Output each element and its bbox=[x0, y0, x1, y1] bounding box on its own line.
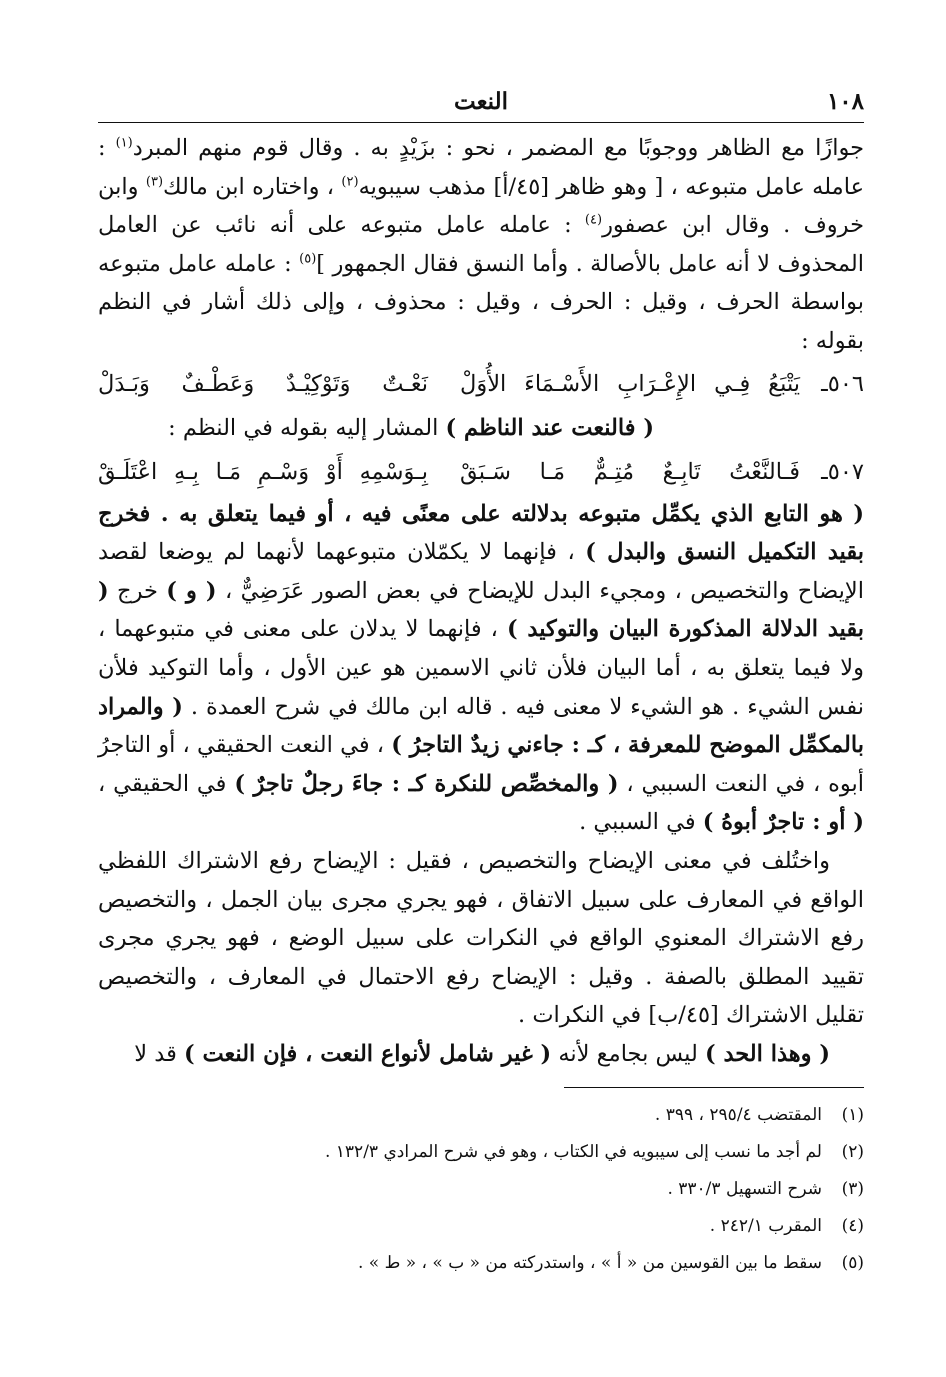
text-span: ، في النعت الحقيقي ، أو التاجرُ أبوه ، في النعت السببي ، bbox=[98, 732, 865, 797]
page-number: ١٠٨ bbox=[826, 88, 864, 115]
verse-number: ٥٠٧ـ bbox=[821, 458, 864, 485]
bold-span: ( والمراد بالمكمِّل الموضح للمعرفة ، كـ : جاءني زيدٌ التاجرُ ) bbox=[98, 693, 864, 759]
footnote-3 bbox=[98, 1170, 864, 1207]
footnote-5 bbox=[98, 1244, 864, 1281]
footnote-number: (١) bbox=[841, 1104, 864, 1125]
footnote-text: شرح التسهيل ٣٣٠/٣ . bbox=[667, 1178, 822, 1199]
bold-span: ( هو التابع الذي يكمِّل متبوعه بدلالته على معنًى فيه ، أو فيما يتعلق به . فخرج بقيد التكميل النسق والبدل ) bbox=[98, 500, 864, 566]
text-span: المشار إليه بقوله في النظم : bbox=[168, 414, 446, 441]
paragraph-3 bbox=[98, 495, 864, 842]
text-span: ، فإنهما لا يكمّلان متبوعهما لأنهما لم يوضعا لقصد الإيضاح والتخصيص ، ومجيء البدل للإيضاح في بعض الصور عَرَضِيٌّ ، bbox=[98, 539, 864, 604]
footnote-ref-5: (٥) bbox=[299, 251, 317, 267]
text-span: في السببي . bbox=[579, 809, 703, 836]
text-span: جوازًا مع الظاهر ووجوبًا مع المضمر ، نحو : بزَيْدٍ به . وقال قوم منهم المبرد bbox=[132, 135, 864, 161]
text-span: واختُلف في معنى الإيضاح والتخصيص ، فقيل : الإيضاح رفع الاشتراك اللفظي الواقع في المعارف على سبيل الاتفاق ، فهو يجري مجرى بيان الجمل ، والتخصيص رفع الاشتراك المعنوي الواقع في النكرات على سبيل الوضع ، فهو يجري مجرى تقييد المطلق بالصفة . وقيل : الإيضاح رفع الاحتمال في المعارف ، والتخصيص تقليل الاشتراك [٤٥/ب] في النكرات . bbox=[98, 847, 864, 1029]
footnote-number: (٤) bbox=[841, 1215, 864, 1236]
intro-line bbox=[98, 409, 864, 447]
text-span: ، فإنهما لا يدلان على معنى في متبوعهما ، ولا فيما يتعلق به ، أما البيان فلأن ثاني الاسمين هو عين الأول ، وأما التوكيد فلأن نفس الشيء . هو الشيء لا معنى فيه . قاله ابن مالك في شرح العمدة . bbox=[98, 616, 864, 720]
page-body bbox=[98, 129, 864, 1281]
verse-number: ٥٠٦ـ bbox=[821, 370, 864, 397]
text-span: خرج bbox=[108, 577, 167, 604]
page-header bbox=[98, 88, 864, 123]
footnote-text: المقرب ٢٤٢/١ . bbox=[709, 1215, 822, 1236]
text-span: : عامله عامل متبوعه بواسطة الحرف ، وقيل : الحرف ، وقيل : محذوف ، وإلى ذلك أشار في النظم بقوله : bbox=[98, 250, 864, 354]
text-span: ، واختاره ابن مالك bbox=[163, 173, 342, 200]
verse-second-hemistich: نَعْـتٌ وَتَوْكِيْـدٌ وَعَطْـفٌ وَبَـدَلْ bbox=[98, 370, 428, 397]
footnotes bbox=[98, 1096, 864, 1281]
bold-span: ( فالنعت عند الناظم ) bbox=[445, 414, 654, 441]
text-span: ليس بجامع لأنه bbox=[551, 1040, 705, 1067]
footnote-number: (٣) bbox=[841, 1178, 864, 1199]
footnote-1 bbox=[98, 1096, 864, 1133]
bold-span: ( والمخصِّص للنكرة كـ : جاءَ رجلٌ تاجرٌ ) bbox=[234, 770, 619, 797]
paragraph-4 bbox=[98, 842, 864, 1035]
bold-span: ( غير شامل لأنواع النعت ، فإن النعت ) bbox=[183, 1040, 552, 1067]
footnote-text: المقتضب ٢٩٥/٤ ، ٣٩٩ . bbox=[654, 1104, 822, 1125]
text-span: : عامله عامل متبوعه على أنه نائب عن العامل المحذوف لا أنه عامل بالأصالة . وأما النسق فقال الجمهور ] bbox=[98, 212, 864, 277]
footnote-ref-1: (١) bbox=[115, 135, 133, 151]
verse-second-hemistich: بِـوَسْمِهِ أَوْ وَسْـمِ مَـا بِـهِ اعْتَلَـقْ bbox=[98, 458, 428, 485]
footnote-number: (٥) bbox=[841, 1252, 864, 1273]
footnote-ref-2: (٢) bbox=[341, 174, 359, 190]
bold-span: ( أو : تاجرٌ أبوهُ ) bbox=[702, 809, 864, 836]
page-title: النعت bbox=[453, 88, 509, 115]
verse-507 bbox=[98, 449, 864, 495]
footnote-text: سقط ما بين القوسين من « أ » ، واستدركته من « ب » ، « ط » . bbox=[357, 1252, 822, 1273]
text-span: : عامله عامل متبوعه ، [ وهو ظاهر [٤٥/أ] مذهب سيبويه bbox=[98, 135, 864, 200]
paragraph-5 bbox=[98, 1035, 864, 1074]
bold-span: ( وهذا الحد ) bbox=[704, 1040, 830, 1067]
footnote-4 bbox=[98, 1207, 864, 1244]
footnote-ref-4: (٤) bbox=[584, 212, 603, 228]
footnote-separator bbox=[564, 1087, 864, 1088]
paragraph-1 bbox=[98, 129, 864, 361]
footnote-ref-3: (٣) bbox=[145, 174, 164, 190]
text-span: وابن خروف . وقال ابن عصفور bbox=[98, 173, 864, 239]
bold-span: ( بقيد الدلالة المذكورة البيان والتوكيد ) bbox=[98, 577, 864, 643]
footnote-2 bbox=[98, 1133, 864, 1170]
bold-span: ( و ) bbox=[166, 577, 217, 604]
verse-506 bbox=[98, 361, 864, 407]
text-span: في الحقيقي ، bbox=[98, 770, 235, 797]
footnote-text: لم أجد ما نسب إلى سيبويه في الكتاب ، وهو في شرح المرادي ١٣٢/٣ . bbox=[324, 1141, 822, 1162]
verse-first-hemistich: فَـالنَّعْتُ تَابِـعٌ مُتِـمٌّ مَـا سَـبَقْ bbox=[460, 458, 800, 485]
footnote-number: (٢) bbox=[841, 1141, 864, 1162]
text-span: قد لا bbox=[134, 1040, 184, 1067]
verse-first-hemistich: يَتْبَعُ فِـي الإِعْـرَابِ الأَسْـمَاءَ الأُوَلْ bbox=[460, 370, 800, 397]
